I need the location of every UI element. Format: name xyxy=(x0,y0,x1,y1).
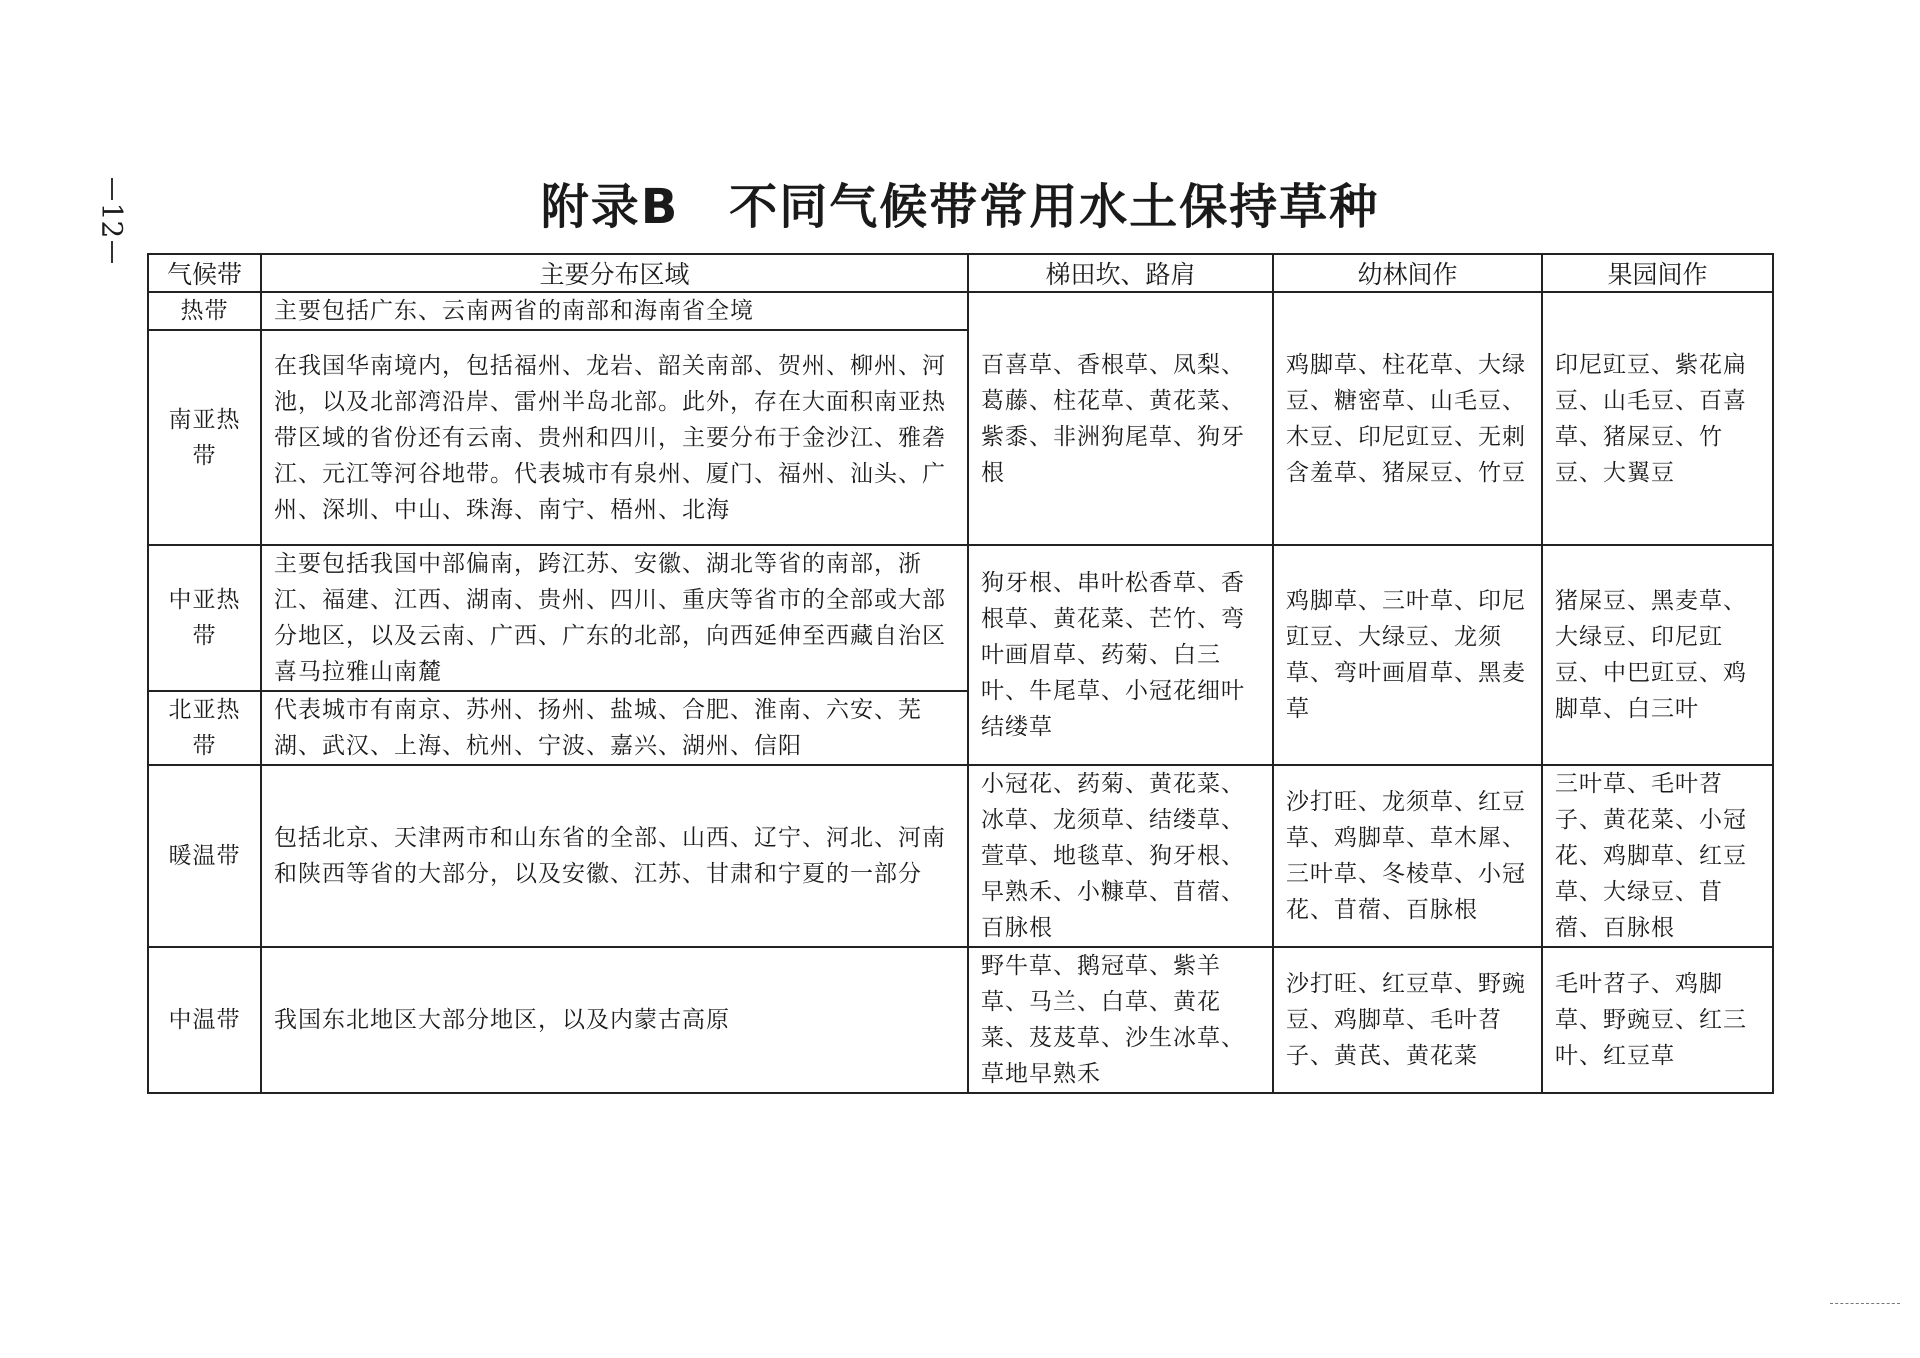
forest-species-cell: 沙打旺、红豆草、野豌豆、鸡脚草、毛叶苕子、黄芪、黄花菜 xyxy=(1273,947,1542,1093)
region-cell: 在我国华南境内，包括福州、龙岩、韶关南部、贺州、柳州、河池，以及北部湾沿岸、雷州半岛北部。此外，存在大面积南亚热带区域的省份还有云南、贵州和四川，主要分布于金沙江、雅砻江、元江等河谷地带。代表城市有泉州、厦门、福州、汕头、广州、深圳、中山、珠海、南宁、梧州、北海 xyxy=(261,330,968,545)
page-title: 附录B 不同气候带常用水土保持草种 xyxy=(540,179,1380,235)
orchard-species-cell: 三叶草、毛叶苕子、黄花菜、小冠花、鸡脚草、红豆草、大绿豆、苜蓿、百脉根 xyxy=(1542,765,1773,947)
zone-cell: 热带 xyxy=(148,292,261,330)
terrace-species-cell: 百喜草、香根草、凤梨、葛藤、柱花草、黄花菜、紫黍、非洲狗尾草、狗牙根 xyxy=(968,292,1273,545)
forest-species-cell: 鸡脚草、柱花草、大绿豆、糖密草、山毛豆、木豆、印尼豇豆、无刺含羞草、猪屎豆、竹豆 xyxy=(1273,292,1542,545)
table-row xyxy=(148,765,1773,947)
zone-cell: 中亚热带 xyxy=(148,545,261,691)
terrace-species-cell: 小冠花、药菊、黄花菜、冰草、龙须草、结缕草、萱草、地毯草、狗牙根、早熟禾、小糠草、苜蓿、百脉根 xyxy=(968,765,1273,947)
table-row xyxy=(148,292,1773,330)
orchard-species-cell: 毛叶苕子、鸡脚草、野豌豆、红三叶、红豆草 xyxy=(1542,947,1773,1093)
header-main-region: 主要分布区域 xyxy=(261,254,968,292)
header-young-forest-intercrop: 幼林间作 xyxy=(1273,254,1542,292)
region-cell: 我国东北地区大部分地区，以及内蒙古高原 xyxy=(261,947,968,1093)
orchard-species-cell: 印尼豇豆、紫花扁豆、山毛豆、百喜草、猪屎豆、竹豆、大翼豆 xyxy=(1542,292,1773,545)
zone-cell: 北亚热带 xyxy=(148,691,261,765)
region-cell: 包括北京、天津两市和山东省的全部、山西、辽宁、河北、河南和陕西等省的大部分，以及安徽、江苏、甘肃和宁夏的一部分 xyxy=(261,765,968,947)
forest-species-cell: 鸡脚草、三叶草、印尼豇豆、大绿豆、龙须草、弯叶画眉草、黑麦草 xyxy=(1273,545,1542,765)
region-cell: 主要包括我国中部偏南，跨江苏、安徽、湖北等省的南部，浙江、福建、江西、湖南、贵州、四川、重庆等省市的全部或大部分地区，以及云南、广西、广东的北部，向西延伸至西藏自治区喜马拉雅山南麓 xyxy=(261,545,968,691)
orchard-species-cell: 猪屎豆、黑麦草、大绿豆、印尼豇豆、中巴豇豆、鸡脚草、白三叶 xyxy=(1542,545,1773,765)
table-header-row xyxy=(148,254,1773,292)
grass-species-table xyxy=(147,253,1774,1094)
region-cell: 代表城市有南京、苏州、扬州、盐城、合肥、淮南、六安、芜湖、武汉、上海、杭州、宁波、嘉兴、湖州、信阳 xyxy=(261,691,968,765)
forest-species-cell: 沙打旺、龙须草、红豆草、鸡脚草、草木犀、三叶草、冬棱草、小冠花、苜蓿、百脉根 xyxy=(1273,765,1542,947)
scan-edge-mark xyxy=(1830,1303,1900,1304)
zone-cell: 暖温带 xyxy=(148,765,261,947)
zone-cell: 南亚热带 xyxy=(148,330,261,545)
table-row xyxy=(148,947,1773,1093)
terrace-species-cell: 野牛草、鹅冠草、紫羊草、马兰、白草、黄花菜、芨芨草、沙生冰草、草地早熟禾 xyxy=(968,947,1273,1093)
page-number-text: 12 xyxy=(95,202,129,238)
region-cell: 主要包括广东、云南两省的南部和海南省全境 xyxy=(261,292,968,330)
header-climate-zone: 气候带 xyxy=(148,254,261,292)
terrace-species-cell: 狗牙根、串叶松香草、香根草、黄花菜、芒竹、弯叶画眉草、药菊、白三叶、牛尾草、小冠花细叶结缕草 xyxy=(968,545,1273,765)
header-orchard-intercrop: 果园间作 xyxy=(1542,254,1773,292)
page-number-dash-bottom xyxy=(111,241,113,263)
header-terrace-roadside: 梯田坎、路肩 xyxy=(968,254,1273,292)
table-row xyxy=(148,545,1773,691)
zone-cell: 中温带 xyxy=(148,947,261,1093)
